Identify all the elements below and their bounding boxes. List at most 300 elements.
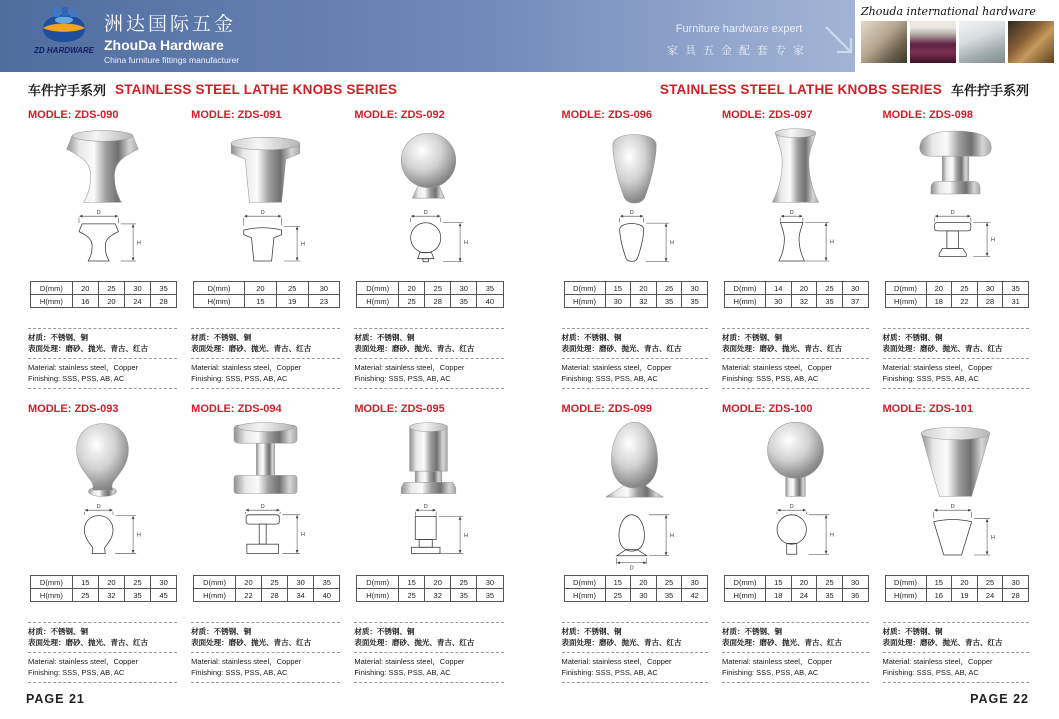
dim-d-label: D(mm): [885, 282, 926, 295]
header-band: [0, 0, 1059, 72]
dim-d-label: D(mm): [31, 282, 73, 295]
materials-en: [354, 653, 503, 683]
svg-text:H: H: [990, 237, 995, 244]
dim-d-value: 15: [926, 576, 952, 589]
product-card: [562, 106, 709, 398]
product-card: [28, 400, 177, 692]
dim-d-value: 30: [977, 282, 1003, 295]
material-line-cn: 材质：不锈钢、铜: [354, 332, 415, 342]
dim-h-label: H(mm): [31, 295, 73, 308]
dimension-table: [564, 281, 709, 308]
product-card: [722, 106, 869, 398]
dim-h-value: 28: [151, 295, 177, 308]
materials-en: [883, 359, 1030, 389]
dimension-table: [193, 281, 340, 308]
product-model-label: MODLE: ZDS-094: [191, 403, 282, 415]
svg-text:H: H: [830, 532, 834, 539]
dim-d-value: 20: [791, 282, 817, 295]
materials-cn: [883, 328, 1030, 359]
dim-d-value: 35: [151, 282, 177, 295]
materials-block: [562, 622, 709, 684]
dim-h-value: 32: [631, 295, 657, 308]
dimension-table: [724, 575, 869, 602]
dimension-table: [356, 281, 503, 308]
material-line-cn: 材质：不锈钢、铜: [28, 626, 88, 636]
dim-h-value: 42: [682, 589, 708, 602]
kitchen-photo-1: [861, 21, 907, 63]
dim-h-value: 22: [235, 589, 261, 602]
dim-d-label: D(mm): [194, 576, 236, 589]
finishing-line-cn: 表面处理：磨砂、抛光、青古、红古: [191, 638, 312, 648]
materials-cn: [28, 622, 177, 653]
dim-h-value: 16: [72, 295, 98, 308]
product-card: [354, 106, 503, 398]
product-dimension-diagram: [883, 210, 1030, 278]
product-photo: [722, 122, 869, 210]
material-line-en: Material: stainless steel，Copper: [561, 362, 672, 372]
dim-d-value: 30: [842, 282, 868, 295]
materials-block: [883, 328, 1030, 390]
svg-text:D: D: [260, 210, 265, 217]
material-line-en: Material: stainless steel，Copper: [28, 656, 139, 666]
material-line-en: Material: stainless steel，Copper: [561, 656, 672, 666]
dim-d-value: 30: [288, 576, 314, 589]
product-model-label: MODLE: ZDS-090: [28, 109, 119, 121]
dim-d-label: D(mm): [885, 576, 926, 589]
material-line-cn: 材质：不锈钢、铜: [882, 626, 943, 636]
kitchen-photo-2: [910, 21, 956, 63]
product-photo: [722, 416, 869, 504]
dim-h-value: 40: [314, 589, 340, 602]
series-title-right: [530, 72, 1059, 100]
dim-h-value: 35: [656, 295, 682, 308]
product-photo: [883, 416, 1030, 504]
svg-text:D: D: [950, 504, 955, 511]
product-model-label: MODLE: ZDS-095: [354, 403, 445, 415]
dim-h-value: 24: [977, 589, 1003, 602]
dim-d-value: 30: [1003, 576, 1029, 589]
materials-cn: [562, 622, 709, 653]
dim-h-value: 32: [791, 295, 817, 308]
material-line-en: Material: stainless steel，Copper: [882, 656, 993, 666]
dim-d-value: 25: [817, 576, 843, 589]
product-grid-left: [0, 100, 530, 692]
photo-strip: [855, 0, 1059, 72]
dim-d-value: 15: [399, 576, 425, 589]
svg-text:H: H: [137, 240, 142, 247]
dim-h-value: 28: [425, 295, 451, 308]
finishing-line-en: Finishing: SSS, PSS, AB, AC: [191, 668, 288, 678]
finishing-line-en: Finishing: SSS, PSS, AB, AC: [722, 668, 819, 678]
finishing-line-cn: 表面处理：磨砂、抛光、青古、红古: [722, 344, 842, 354]
materials-block: [722, 328, 869, 390]
series-title-en: STAINLESS STEEL LATHE KNOBS SERIES: [659, 81, 942, 97]
page-right: [530, 72, 1059, 719]
dim-d-value: 30: [151, 576, 177, 589]
svg-text:H: H: [830, 239, 834, 246]
dim-d-value: 20: [952, 576, 978, 589]
dim-d-value: 35: [477, 282, 503, 295]
material-line-cn: 材质：不锈钢、铜: [191, 332, 252, 342]
dim-h-value: 35: [451, 589, 477, 602]
dim-d-value: 15: [605, 576, 631, 589]
material-line-cn: 材质：不锈钢、铜: [191, 626, 252, 636]
logo-text: ZD HARDWARE: [34, 46, 94, 55]
product-photo: [28, 122, 177, 210]
dim-h-value: 35: [817, 295, 843, 308]
product-dimension-diagram: [354, 504, 503, 572]
page-number-left: PAGE 21: [26, 692, 85, 706]
logo: [32, 7, 96, 55]
product-card: [722, 400, 869, 692]
dim-h-value: 32: [425, 589, 451, 602]
product-photo: [562, 416, 709, 504]
finishing-line-cn: 表面处理：磨砂、抛光、青古、红古: [722, 638, 842, 648]
dim-d-value: 25: [656, 576, 682, 589]
dim-d-value: 25: [124, 576, 150, 589]
brand-block: [104, 9, 239, 65]
catalog-pages: [0, 72, 1059, 719]
dim-h-label: H(mm): [885, 295, 926, 308]
finishing-line-en: Finishing: SSS, PSS, AB, AC: [28, 668, 125, 678]
product-model-label: MODLE: ZDS-093: [28, 403, 119, 415]
diagonal-arrow-icon: [823, 25, 859, 59]
product-model-label: MODLE: ZDS-101: [882, 403, 973, 415]
dim-d-value: 25: [98, 282, 124, 295]
dim-d-label: D(mm): [564, 576, 605, 589]
finishing-line-en: Finishing: SSS, PSS, AB, AC: [561, 668, 658, 678]
brand-name-cn: 洲达国际五金: [104, 14, 237, 35]
materials-en: [562, 359, 709, 389]
kitchen-photo-4: [1008, 21, 1054, 63]
finishing-line-en: Finishing: SSS, PSS, AB, AC: [191, 374, 288, 384]
dim-d-value: 20: [791, 576, 817, 589]
dim-h-label: H(mm): [357, 295, 399, 308]
page-left: [0, 72, 530, 719]
product-photo: [883, 122, 1030, 210]
dim-h-value: 30: [766, 295, 792, 308]
dim-d-value: 20: [72, 282, 98, 295]
dim-h-label: H(mm): [194, 295, 245, 308]
materials-en: [28, 653, 177, 683]
product-model-label: MODLE: ZDS-100: [722, 403, 813, 415]
dim-h-value: 23: [308, 295, 340, 308]
dim-d-value: 14: [766, 282, 792, 295]
materials-block: [354, 328, 503, 390]
svg-text:D: D: [789, 210, 794, 217]
finishing-line-cn: 表面处理：磨砂、抛光、青古、红古: [354, 344, 475, 354]
finishing-line-en: Finishing: SSS, PSS, AB, AC: [561, 374, 658, 384]
materials-block: [191, 328, 340, 390]
dim-d-value: 25: [656, 282, 682, 295]
dim-d-value: 35: [314, 576, 340, 589]
product-photo: [354, 122, 503, 210]
dim-h-value: 22: [952, 295, 978, 308]
material-line-cn: 材质：不锈钢、铜: [722, 332, 782, 342]
finishing-line-cn: 表面处理：磨砂、抛光、青古、红古: [561, 638, 682, 648]
finishing-line-en: Finishing: SSS, PSS, AB, AC: [28, 374, 125, 384]
svg-text:D: D: [97, 210, 102, 217]
dim-d-label: D(mm): [725, 282, 766, 295]
dim-d-value: 25: [451, 576, 477, 589]
materials-block: [28, 622, 177, 684]
dim-d-value: 20: [235, 576, 261, 589]
materials-en: [722, 653, 869, 683]
dimension-table: [885, 281, 1030, 308]
dimension-table: [724, 281, 869, 308]
svg-text:D: D: [629, 210, 634, 217]
dim-h-label: H(mm): [357, 589, 399, 602]
product-dimension-diagram: [191, 504, 340, 572]
product-dimension-diagram: [722, 210, 869, 278]
material-line-en: Material: stainless steel，Copper: [354, 656, 465, 666]
dim-d-value: 30: [308, 282, 340, 295]
finishing-line-cn: 表面处理：磨砂、抛光、青古、红古: [28, 344, 148, 354]
dim-d-value: 30: [124, 282, 150, 295]
dim-h-label: H(mm): [885, 589, 926, 602]
dim-h-value: 25: [399, 295, 425, 308]
dim-h-value: 35: [451, 295, 477, 308]
materials-en: [191, 359, 340, 389]
dim-d-value: 20: [631, 282, 657, 295]
brand-tagline: China furniture fittings manufacturer: [104, 55, 240, 65]
dimension-table: [30, 575, 177, 602]
series-title-left: [0, 72, 530, 100]
kitchen-photos: [861, 21, 1055, 63]
dimension-table: [356, 575, 503, 602]
materials-block: [562, 328, 709, 390]
dim-d-value: 30: [682, 282, 708, 295]
dim-h-value: 28: [977, 295, 1003, 308]
kitchen-photo-3: [959, 21, 1005, 63]
zd-logo-icon: [38, 7, 90, 45]
dim-d-label: D(mm): [564, 282, 605, 295]
svg-text:D: D: [950, 210, 955, 217]
dimension-table: [885, 575, 1030, 602]
dim-h-value: 40: [477, 295, 503, 308]
finishing-line-en: Finishing: SSS, PSS, AB, AC: [882, 668, 979, 678]
material-line-cn: 材质：不锈钢、铜: [722, 626, 782, 636]
dim-h-value: 25: [72, 589, 98, 602]
dim-d-value: 30: [842, 576, 868, 589]
product-card: [883, 400, 1030, 692]
dim-d-label: D(mm): [194, 282, 245, 295]
dim-h-label: H(mm): [725, 295, 766, 308]
materials-cn: [191, 622, 340, 653]
product-model-label: MODLE: ZDS-099: [561, 403, 652, 415]
materials-en: [722, 359, 869, 389]
svg-text:H: H: [990, 534, 995, 541]
dim-d-value: 30: [477, 576, 503, 589]
dim-h-value: 25: [605, 589, 631, 602]
svg-text:D: D: [789, 504, 794, 511]
dim-h-value: 19: [276, 295, 308, 308]
materials-cn: [28, 328, 177, 359]
dim-d-value: 25: [977, 576, 1003, 589]
page-number-right: PAGE 22: [970, 692, 1029, 706]
dim-h-value: 35: [124, 589, 150, 602]
dim-h-value: 28: [262, 589, 288, 602]
product-photo: [191, 416, 340, 504]
product-card: [883, 106, 1030, 398]
dim-h-value: 34: [288, 589, 314, 602]
materials-block: [354, 622, 503, 684]
product-photo: [28, 416, 177, 504]
finishing-line-en: Finishing: SSS, PSS, AB, AC: [722, 374, 819, 384]
materials-block: [28, 328, 177, 390]
dim-h-label: H(mm): [564, 295, 605, 308]
finishing-line-cn: 表面处理：磨砂、抛光、青古、红古: [191, 344, 312, 354]
svg-text:H: H: [137, 532, 142, 539]
finishing-line-cn: 表面处理：磨砂、抛光、青古、红古: [882, 344, 1003, 354]
dim-h-value: 30: [605, 295, 631, 308]
brand-name-en: ZhouDa Hardware: [104, 37, 224, 53]
svg-text:H: H: [669, 533, 674, 540]
materials-en: [883, 653, 1030, 683]
svg-text:H: H: [669, 240, 674, 247]
finishing-line-en: Finishing: SSS, PSS, AB, AC: [882, 374, 979, 384]
material-line-cn: 材质：不锈钢、铜: [28, 332, 88, 342]
product-dimension-diagram: [28, 210, 177, 278]
dim-h-value: 25: [399, 589, 425, 602]
product-dimension-diagram: [354, 210, 503, 278]
materials-block: [191, 622, 340, 684]
svg-text:D: D: [260, 504, 265, 511]
dim-d-value: 20: [926, 282, 952, 295]
slogan-en: Furniture hardware expert: [675, 23, 803, 35]
dim-d-value: 20: [244, 282, 276, 295]
svg-text:H: H: [300, 532, 305, 539]
dim-h-value: 35: [477, 589, 503, 602]
product-card: [354, 400, 503, 692]
product-photo: [191, 122, 340, 210]
material-line-en: Material: stainless steel，Copper: [882, 362, 993, 372]
dim-d-label: D(mm): [725, 576, 766, 589]
dim-h-value: 35: [682, 295, 708, 308]
material-line-en: Material: stainless steel，Copper: [722, 656, 833, 666]
finishing-line-en: Finishing: SSS, PSS, AB, AC: [354, 374, 451, 384]
dim-h-value: 36: [842, 589, 868, 602]
dim-d-value: 25: [276, 282, 308, 295]
dim-d-value: 25: [817, 282, 843, 295]
material-line-en: Material: stainless steel，Copper: [722, 362, 833, 372]
series-title-cn: 车件拧手系列: [950, 82, 1029, 98]
svg-text:H: H: [300, 241, 305, 248]
svg-text:D: D: [629, 565, 634, 572]
dim-h-value: 37: [842, 295, 868, 308]
material-line-cn: 材质：不锈钢、铜: [561, 332, 622, 342]
dim-d-value: 35: [1003, 282, 1029, 295]
dim-h-value: 35: [656, 589, 682, 602]
finishing-line-en: Finishing: SSS, PSS, AB, AC: [354, 668, 451, 678]
dim-d-label: D(mm): [357, 576, 399, 589]
product-card: [191, 400, 340, 692]
product-photo: [354, 416, 503, 504]
dim-d-value: 20: [98, 576, 124, 589]
product-model-label: MODLE: ZDS-096: [561, 109, 652, 121]
svg-text:H: H: [463, 532, 468, 539]
product-model-label: MODLE: ZDS-097: [722, 109, 813, 121]
dim-h-value: 16: [926, 589, 952, 602]
dimension-table: [564, 575, 709, 602]
script-title: Zhouda international hardware: [861, 5, 1036, 18]
product-card: [562, 400, 709, 692]
dim-d-value: 15: [605, 282, 631, 295]
svg-text:D: D: [423, 504, 428, 511]
product-grid-right: [530, 100, 1059, 692]
materials-cn: [722, 328, 869, 359]
dim-h-value: 45: [151, 589, 177, 602]
dimension-table: [30, 281, 177, 308]
dim-d-value: 30: [451, 282, 477, 295]
dim-d-value: 15: [72, 576, 98, 589]
dim-d-value: 15: [766, 576, 792, 589]
materials-en: [354, 359, 503, 389]
dim-h-label: H(mm): [564, 589, 605, 602]
materials-cn: [354, 328, 503, 359]
product-model-label: MODLE: ZDS-098: [882, 109, 973, 121]
materials-cn: [722, 622, 869, 653]
material-line-en: Material: stainless steel，Copper: [28, 362, 139, 372]
product-card: [191, 106, 340, 398]
materials-cn: [883, 622, 1030, 653]
dim-d-label: D(mm): [31, 576, 73, 589]
materials-block: [722, 622, 869, 684]
dim-d-value: 25: [952, 282, 978, 295]
dim-h-value: 18: [766, 589, 792, 602]
dim-h-value: 35: [817, 589, 843, 602]
dimension-table: [193, 575, 340, 602]
product-model-label: MODLE: ZDS-092: [354, 109, 445, 121]
dim-h-value: 28: [1003, 589, 1029, 602]
finishing-line-cn: 表面处理：磨砂、抛光、青古、红古: [882, 638, 1003, 648]
materials-en: [562, 653, 709, 683]
dim-d-value: 25: [262, 576, 288, 589]
dim-h-label: H(mm): [725, 589, 766, 602]
dim-h-label: H(mm): [194, 589, 236, 602]
material-line-en: Material: stainless steel，Copper: [354, 362, 465, 372]
dim-h-value: 20: [98, 295, 124, 308]
product-model-label: MODLE: ZDS-091: [191, 109, 282, 121]
finishing-line-cn: 表面处理：磨砂、抛光、青古、红古: [354, 638, 475, 648]
dim-d-label: D(mm): [357, 282, 399, 295]
product-dimension-diagram: [722, 504, 869, 572]
svg-text:D: D: [423, 210, 428, 217]
slogan-cn: 家具五金配套专家: [667, 45, 811, 57]
dim-h-value: 24: [124, 295, 150, 308]
dim-d-value: 20: [631, 576, 657, 589]
dim-h-value: 32: [98, 589, 124, 602]
series-title-en: STAINLESS STEEL LATHE KNOBS SERIES: [115, 81, 398, 97]
finishing-line-cn: 表面处理：磨砂、抛光、青古、红古: [561, 344, 682, 354]
product-photo: [562, 122, 709, 210]
product-dimension-diagram: [562, 210, 709, 278]
materials-en: [28, 359, 177, 389]
slogan-block: [667, 23, 811, 58]
product-dimension-diagram: [191, 210, 340, 278]
material-line-en: Material: stainless steel，Copper: [191, 362, 302, 372]
dim-d-value: 20: [425, 576, 451, 589]
product-card: [28, 106, 177, 398]
material-line-en: Material: stainless steel，Copper: [191, 656, 302, 666]
svg-text:H: H: [463, 240, 468, 247]
dim-d-value: 30: [682, 576, 708, 589]
materials-en: [191, 653, 340, 683]
materials-block: [883, 622, 1030, 684]
series-title-cn: 车件拧手系列: [28, 82, 107, 98]
finishing-line-cn: 表面处理：磨砂、抛光、青古、红古: [28, 638, 148, 648]
material-line-cn: 材质：不锈钢、铜: [354, 626, 415, 636]
